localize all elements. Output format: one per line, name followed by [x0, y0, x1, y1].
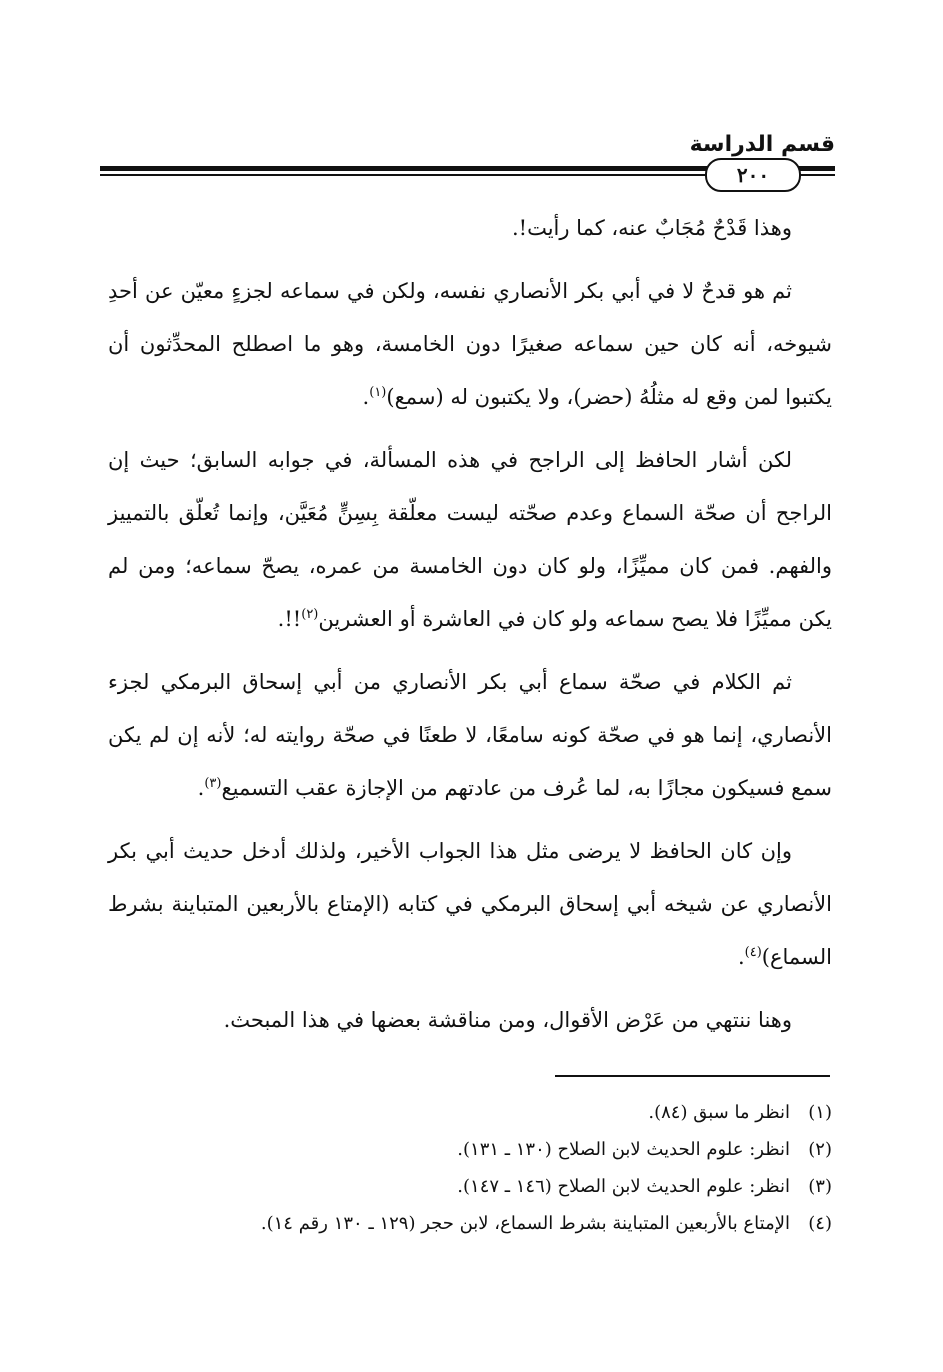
footnote-2 [108, 1131, 832, 1168]
footnote-number: (٢) [808, 1139, 832, 1160]
paragraph-3: لكن أشار الحافظ إلى الراجح في هذه المسألة، في جوابه السابق؛ حيث إن الراجح أن صحّة السماع وعدم صحّته ليست معلّقة بِسِنٍّ مُعَيَّن، وإنما تُعلّق بالتمييز والفهم. فمن كان مميِّزًا، ولو كان دون الخامسة من عمره، يصحّ سماعه؛ ومن لم يكن مميِّزًا فلا يصح سماعه ولو كان في العاشرة أو العشرين$^{(٢)}$!!. [108, 448, 832, 631]
paragraph-2: ثم هو قدحٌ لا في أبي بكر الأنصاري نفسه، ولكن في سماعه لجزءٍ معيّن عن أحدِ شيوخه، أنه كان حين سماعه صغيرًا دون الخامسة، وهو ما اصطلح المحدِّثون أن يكتبوا لمن وقع له مثلُهُ (حضر)، ولا يكتبون له (سمع)$^{(١)}$. [108, 279, 832, 409]
footnote-1 [108, 1094, 832, 1131]
footnote-text: انظر: علوم الحديث لابن الصلاح (١٤٦ ـ ١٤٧). [457, 1176, 790, 1197]
footnote-separator [555, 1075, 830, 1077]
page-number: ٢٠٠ [705, 158, 801, 192]
footnote-text: انظر ما سبق (٨٤). [648, 1102, 790, 1123]
section-title: قسم الدراسة [689, 132, 835, 157]
footnote-marker-1: (١) [369, 385, 387, 400]
footnote-marker-4: (٤) [744, 945, 762, 960]
footnote-number: (٤) [808, 1213, 832, 1234]
paragraph-4: ثم الكلام في صحّة سماع أبي بكر الأنصاري من أبي إسحاق البرمكي لجزء الأنصاري، إنما هو في صحّة كونه سامعًا، لا طعنًا في صحّة روايته له؛ لأنه إن لم يكن سمع فسيكون مجازًا به، لما عُرف من عادتهم من الإجازة عقب التسميع$^{(٣)}$. [108, 670, 832, 800]
main-text [108, 202, 832, 1057]
footnote-3 [108, 1168, 832, 1205]
footnote-4 [108, 1205, 832, 1242]
paragraph-1: وهذا قَدْحٌ مُجَابٌ عنه، كما رأيت!. [511, 216, 792, 240]
paragraph-5: وإن كان الحافظ لا يرضى مثل هذا الجواب الأخير، ولذلك أدخل حديث أبي بكر الأنصاري عن شيخه أبي إسحاق البرمكي في كتابه (الإمتاع بالأربعين المتباينة بشرط السماع)$^{(٤)}$. [108, 839, 832, 969]
footnotes [108, 1094, 832, 1242]
footnote-text: الإمتاع بالأربعين المتباينة بشرط السماع، لابن حجر (١٢٩ ـ ١٣٠ رقم ١٤). [260, 1213, 790, 1234]
footnote-number: (١) [808, 1102, 832, 1123]
page-header [100, 118, 835, 188]
footnote-number: (٣) [808, 1176, 832, 1197]
footnote-marker-2: (٢) [301, 607, 319, 622]
footnote-marker-3: (٣) [204, 776, 222, 791]
paragraph-6: وهنا ننتهي من عَرْض الأقوال، ومن مناقشة بعضها في هذا المبحث. [223, 1008, 792, 1032]
footnote-text: انظر: علوم الحديث لابن الصلاح (١٣٠ ـ ١٣١). [457, 1139, 790, 1160]
